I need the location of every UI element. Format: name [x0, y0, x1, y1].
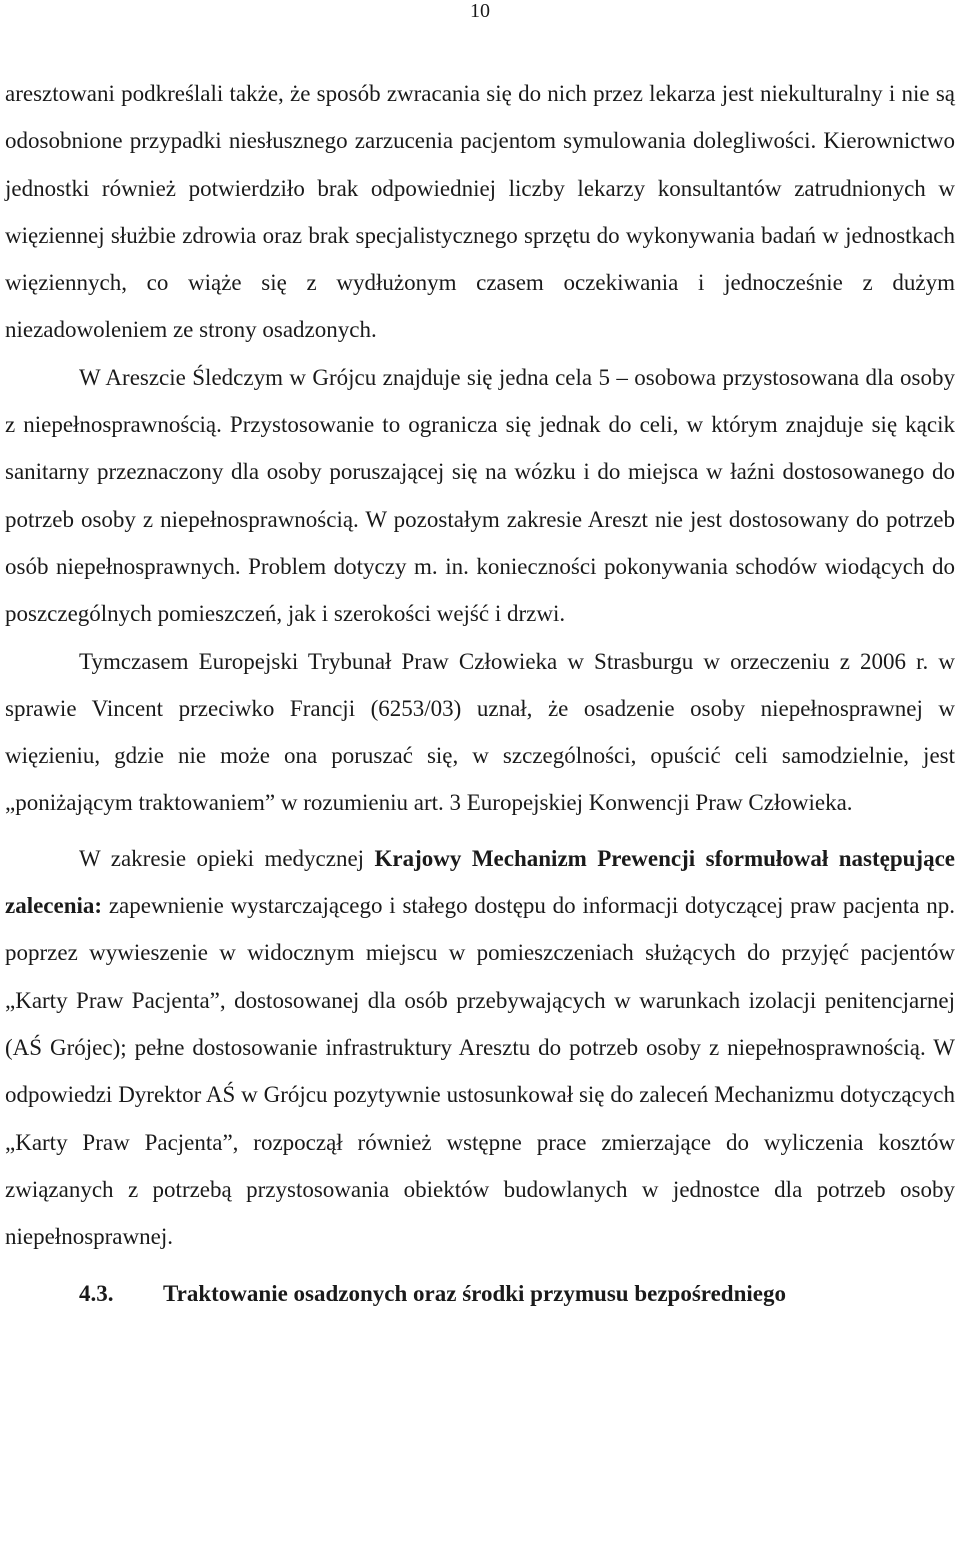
paragraph-4: [5, 835, 955, 1261]
paragraph-3: Tymczasem Europejski Trybunał Praw Człowieka w Strasburgu w orzeczeniu z 2006 r. w sprawie Vincent przeciwko Francji (6253/03) uznał, że osadzenie osoby niepełnosprawnej w więzieniu, gdzie nie może ona poruszać się, w szczególności, opuścić celi samodzielnie, jest „poniżającym traktowaniem” w rozumieniu art. 3 Europejskiej Konwencji Praw Człowieka.: [5, 648, 955, 816]
paragraph-1: aresztowani podkreślali także, że sposób zwracania się do nich przez lekarza jest niekulturalny i nie są odosobnione przypadki niesłusznego zarzucenia pacjentom symulowania dolegliwości. Kierownictwo jednostki również potwierdziło brak odpowiedniej liczby lekarzy konsultantów zatrudnionych w więziennej służbie zdrowia oraz brak specjalistycznego sprzętu do wykonywania badań w jednostkach więziennych, co wiąże się z wydłużonym czasem oczekiwania i jednocześnie z dużym niezadowoleniem ze strony osadzonych.: [5, 81, 955, 343]
section-title: Traktowanie osadzonych oraz środki przymusu bezpośredniego: [163, 1281, 786, 1307]
page-number: 10: [470, 0, 490, 22]
paragraph-4-bold-recommendation: Krajowy Mechanizm Prewencji sformułował następujące zalecenia:: [5, 845, 956, 919]
paragraph-4-rest: zapewnienie wystarczającego i stałego dostępu do informacji dotyczącej praw pacjenta np. poprzez wywieszenie w widocznym miejscu w pomieszczeniach służących do przyjęć pacjentów „Karty Praw Pacjenta”, dostosowanej dla osób przebywających w warunkach izolacji penitencjarnej (AŚ Grójec); pełne dostosowanie infrastruktury Aresztu do potrzeb osoby z niepełnosprawnością. W odpowiedzi Dyrektor AŚ w Grójcu pozytywnie ustosunkował się do zaleceń Mechanizmu dotyczących „Karty Praw Pacjenta”, rozpoczął również wstępne prace zmierzające do wyliczenia kosztów związanych z potrzebą przystosowania obiektów budowlanych w jednostce dla potrzeb osoby niepełnosprawnej.: [5, 893, 955, 1250]
section-heading: [5, 1270, 955, 1317]
section-number: 4.3.: [79, 1281, 114, 1307]
paragraph-2: W Areszcie Śledczym w Grójcu znajduje się jedna cela 5 – osobowa przystosowana dla osoby z niepełnosprawnością. Przystosowanie to ogranicza się jednak do celi, w którym znajduje się kącik sanitarny przeznaczony dla osoby poruszającej się na wózku i do miejsca w łaźni dostosowanego do potrzeb osoby z niepełnosprawnością. W pozostałym zakresie Areszt nie jest dostosowany do potrzeb osób niepełnosprawnych. Problem dotyczy m. in. konieczności pokonywania schodów wiodących do poszczególnych pomieszczeń, jak i szerokości wejść i drzwi.: [5, 364, 955, 627]
document-body: [5, 70, 955, 1317]
paragraph-4-intro: W zakresie opieki medycznej: [79, 845, 375, 871]
